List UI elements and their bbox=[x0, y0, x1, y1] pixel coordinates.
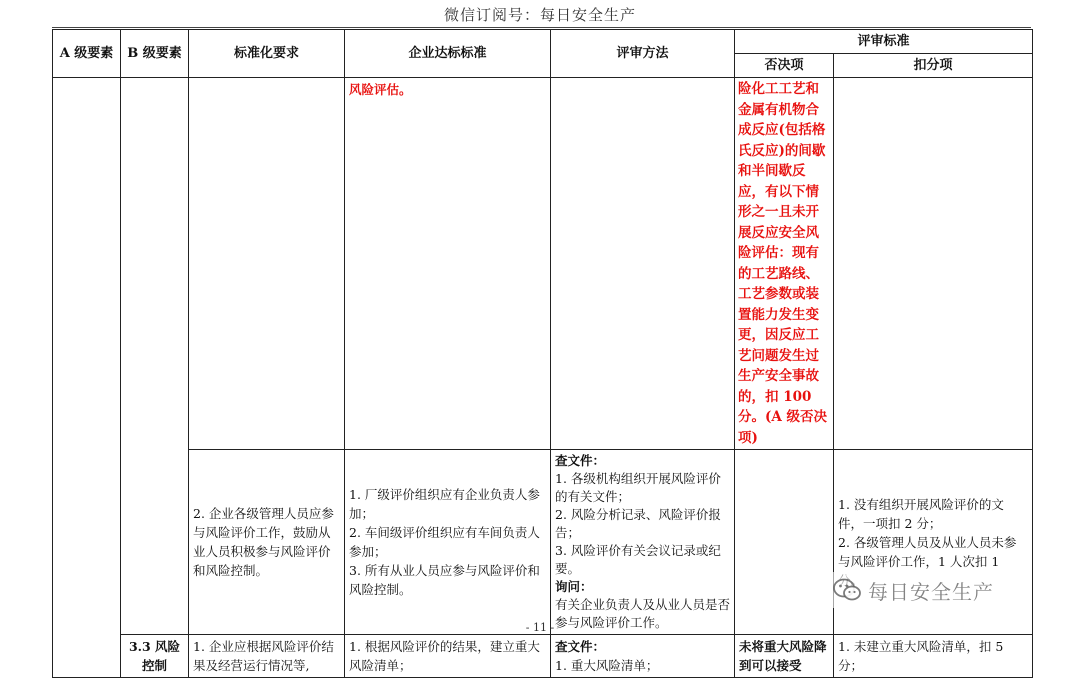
header-review-method: 评审方法 bbox=[551, 30, 735, 78]
b-level-cell: 3.3 风险控制 bbox=[121, 635, 189, 678]
method-check-label: 查文件： bbox=[555, 453, 606, 468]
review-method-cell bbox=[551, 635, 735, 678]
watermark-text: 每日安全生产 bbox=[868, 579, 994, 604]
standard-line: 3. 所有从业人员应参与风险评价和风险控制。 bbox=[349, 563, 540, 597]
deduction-cell bbox=[834, 78, 1033, 450]
method-ask-text: 有关企业负责人及从业人员是否参与风险评价工作。 bbox=[555, 597, 731, 630]
method-line: 1. 各级机构组织开展风险评价的有关文件； bbox=[555, 471, 721, 504]
b-level-cell bbox=[121, 78, 189, 635]
veto-cell: 险化工工艺和金属有机物合成反应(包括格氏反应)的间歇和半间歇反应，有以下情形之一且未开展反应安全风险评估：现有的工艺路线、工艺参数或装置能力发生变更，因反应工艺问题发生过生产安全事故的，扣 100 分。(A 级否决项) bbox=[735, 78, 834, 450]
deduction-cell: 1. 未建立重大风险清单，扣 5 分； bbox=[834, 635, 1033, 678]
requirement-cell bbox=[189, 450, 345, 635]
header-review-criteria: 评审标准 bbox=[735, 30, 1033, 54]
page-number: - 11 - bbox=[525, 621, 555, 634]
header-requirement: 标准化要求 bbox=[189, 30, 345, 78]
table-row bbox=[53, 78, 1033, 450]
standard-text: 风险评估。 bbox=[349, 82, 412, 97]
a-level-cell bbox=[53, 78, 121, 678]
deduction-line: 1. 没有组织开展风险评价的文件，一项扣 2 分； bbox=[838, 496, 1004, 531]
standard-line: 2. 车间级评价组织应有车间负责人参加； bbox=[349, 525, 540, 559]
watermark bbox=[826, 572, 1000, 608]
method-ask-label: 询问： bbox=[555, 579, 593, 594]
enterprise-standard-cell bbox=[345, 450, 551, 635]
header-enterprise-standard: 企业达标标准 bbox=[345, 30, 551, 78]
header-rule bbox=[52, 27, 1031, 28]
header-deduction-item: 扣分项 bbox=[834, 54, 1033, 78]
method-line: 1. 重大风险清单； bbox=[555, 658, 659, 673]
header-a-level: A 级要素 bbox=[53, 30, 121, 78]
header-veto-item: 否决项 bbox=[735, 54, 834, 78]
enterprise-standard-cell bbox=[345, 78, 551, 450]
method-line: 2. 风险分析记录、风险评价报告； bbox=[555, 507, 721, 540]
page-header-title: 微信订阅号：每日安全生产 bbox=[443, 6, 636, 24]
requirement-cell: 1. 企业应根据风险评价结果及经营运行情况等, bbox=[189, 635, 345, 678]
review-method-cell bbox=[551, 78, 735, 450]
standard-line: 1. 厂级评价组织应有企业负责人参加； bbox=[349, 487, 540, 521]
enterprise-standard-cell: 1. 根据风险评价的结果，建立重大风险清单； bbox=[345, 635, 551, 678]
veto-cell bbox=[735, 450, 834, 635]
deduction-line: 2. 各级管理人员及从业人员未参与风险评价工作，1 人次扣 1 bbox=[838, 534, 1017, 569]
method-line: 3. 风险评价有关会议记录或纪要。 bbox=[555, 543, 721, 576]
review-method-cell bbox=[551, 450, 735, 635]
requirement-cell bbox=[189, 78, 345, 450]
header-b-level: B 级要素 bbox=[121, 30, 189, 78]
requirement-text: 2. 企业各级管理人员应参与风险评价工作，鼓励从业人员积极参与风险评价和风险控制。 bbox=[193, 506, 334, 578]
method-check-label: 查文件： bbox=[555, 639, 606, 654]
veto-cell: 未将重大风险降到可以接受 bbox=[735, 635, 834, 678]
table-row bbox=[53, 635, 1033, 678]
wechat-icon bbox=[832, 577, 862, 603]
